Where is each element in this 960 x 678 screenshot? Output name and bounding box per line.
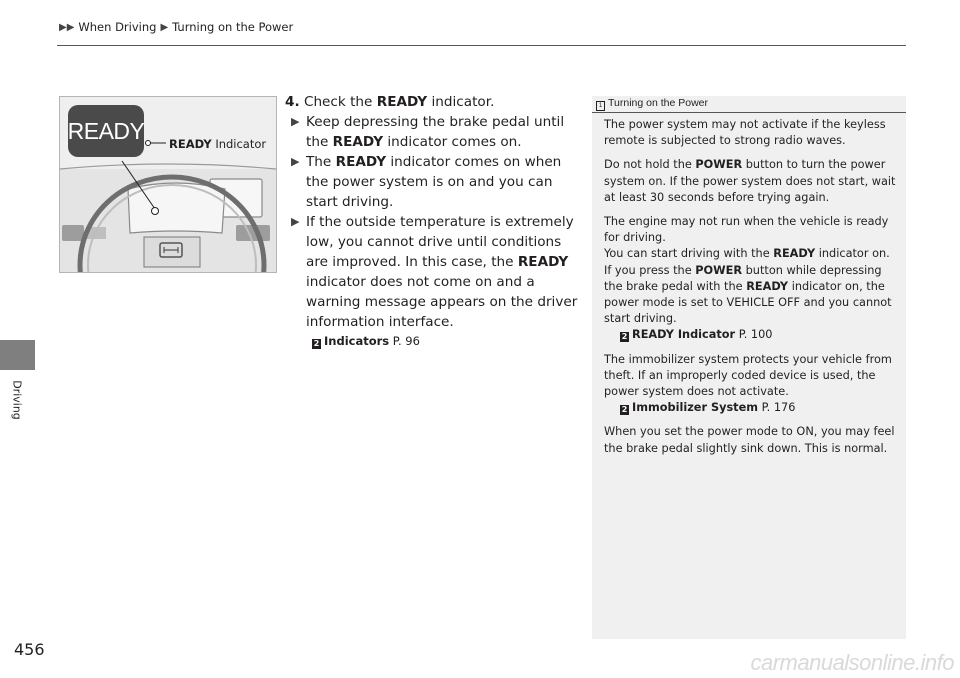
step-4: 4. Check the READY indicator. xyxy=(285,94,495,110)
bullet-arrow-icon: ▶ xyxy=(291,115,300,128)
section-tab-label: Driving xyxy=(10,380,24,420)
side-note-box xyxy=(592,96,906,639)
cross-reference-link[interactable]: 2 Indicators P. 96 xyxy=(313,334,420,348)
bullet-arrow-icon: ▶ xyxy=(291,155,300,168)
note-paragraph: The immobilizer system protects your vehicle from theft. If an improperly coded device is used, the power system does not activate. 2 Immobilizer System P. 176 xyxy=(604,352,896,417)
breadcrumb-arrow-icon: ▶ xyxy=(160,21,169,33)
breadcrumb-arrow-icon: ▶▶ xyxy=(59,21,75,33)
breadcrumb xyxy=(59,20,293,34)
note-marker-icon: 1 xyxy=(596,101,605,111)
breadcrumb-item-turning-on-power[interactable]: Turning on the Power xyxy=(172,20,294,34)
side-note-body xyxy=(592,113,906,457)
note-paragraph: The power system may not activate if the keyless remote is subjected to strong radio waves. xyxy=(604,118,886,148)
breadcrumb-item-when-driving[interactable]: When Driving xyxy=(78,20,157,34)
cross-reference-link[interactable]: 2 READY Indicator P. 100 xyxy=(621,328,773,342)
bullet-item: ▶ The READY indicator comes on when the power system is on and you can start driving. xyxy=(291,154,562,210)
bullet-arrow-icon: ▶ xyxy=(291,215,300,228)
dashboard-illustration xyxy=(59,96,277,273)
note-paragraph: Do not hold the POWER button to turn the power system on. If the power system does not start, wait at least 30 seconds before trying again. xyxy=(604,158,896,204)
header-divider xyxy=(57,45,906,46)
ready-indicator-badge: READY xyxy=(68,105,144,157)
section-tab-marker xyxy=(0,340,35,370)
watermark: carmanualsonline.info xyxy=(750,650,954,675)
bullet-item: ▶ If the outside temperature is extremely low, you cannot drive until conditions are improved. In this case, the READY indicator does not come on and a warning message appears on the driver information interface. xyxy=(291,214,578,330)
main-instructions xyxy=(285,92,585,349)
page-number: 456 xyxy=(14,640,45,659)
ready-indicator-callout: READY Indicator xyxy=(169,137,267,151)
side-note-title: 1 Turning on the Power xyxy=(592,96,906,113)
reference-arrow-icon: 2 xyxy=(313,339,320,348)
cross-reference-link[interactable]: 2 Immobilizer System P. 176 xyxy=(621,401,796,415)
reference-arrow-icon: 2 xyxy=(621,332,628,342)
note-paragraph: When you set the power mode to ON, you may feel the brake pedal slightly sink down. This is normal. xyxy=(604,425,895,455)
note-paragraph: The engine may not run when the vehicle is ready for driving. You can start driving with the READY indicator on. If you press the POWER button while depressing the brake pedal with the READY indicator on, the power mode is set to VEHICLE OFF and you cannot start driving. 2 READY Indicator P. 100 xyxy=(604,214,896,344)
reference-arrow-icon: 2 xyxy=(621,405,628,415)
bullet-item: ▶ Keep depressing the brake pedal until the READY indicator comes on. xyxy=(291,114,565,150)
